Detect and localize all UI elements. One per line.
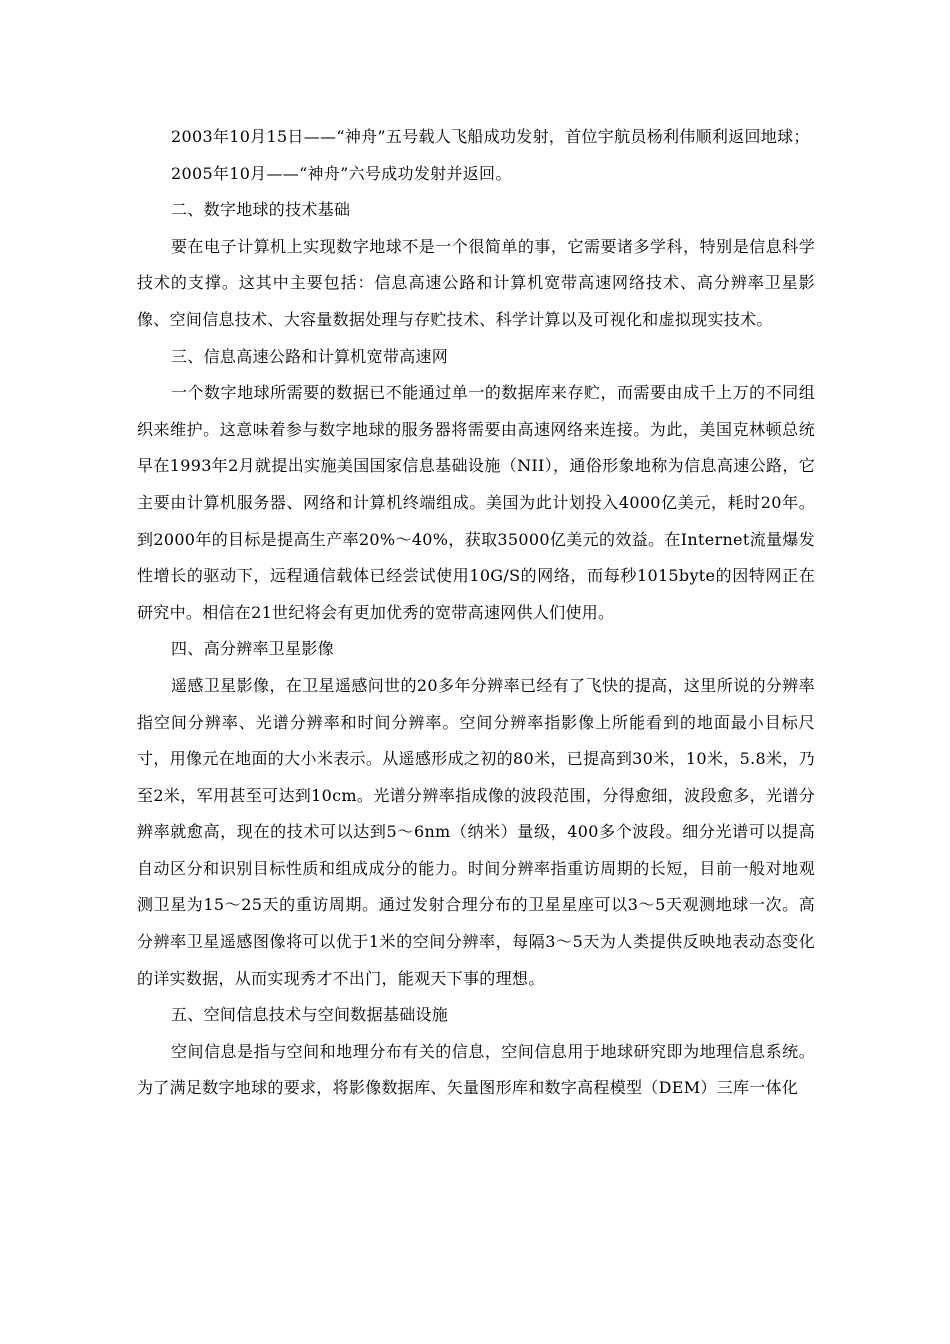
section-heading-tech-foundation: 二、数字地球的技术基础 <box>171 200 351 220</box>
section-heading-info-highway: 三、信息高速公路和计算机宽带高速网 <box>171 346 449 366</box>
paragraph-spatial-info: 空间信息是指与空间和地理分布有关的信息，空间信息用于地球研究即为地理信息系统。为了满足数字地球的要求，将影像数据库、矢量图形库和数字高程模型（DEM）三库一体化 <box>137 1041 815 1098</box>
paragraph-tech-foundation: 要在电子计算机上实现数字地球不是一个很简单的事，它需要诸多学科，特别是信息科学技术的支撑。这其中主要包括：信息高速公路和计算机宽带高速网络技术、高分辨率卫星影像、空间信息技术、大容量数据处理与存贮技术、科学计算以及可视化和虚拟现实技术。 <box>137 236 815 329</box>
paragraph-shenzhou-5: 2003年10月15日——“神舟”五号载人飞船成功发射，首位宇航员杨利伟顺利返回地球； <box>171 127 810 146</box>
section-heading-spatial-info: 五、空间信息技术与空间数据基础设施 <box>171 1005 449 1025</box>
paragraph-satellite-imagery: 遥感卫星影像，在卫星遥感问世的20多年分辨率已经有了飞快的提高，这里所说的分辨率指空间分辨率、光谱分辨率和时间分辨率。空间分辨率指影像上所能看到的地面最小目标尺寸，用像元在地面的大小米表示。从遥感形成之初的80米，已提高到30米，10米，5.8米，乃至2米，军用甚至可达到10cm。光谱分辨率指成像的波段范围，分得愈细，波段愈多，光谱分辨率就愈高，现在的技术可以达到5～6nm（纳米）量级，400多个波段。细分光谱可以提高自动区分和识别目标性质和组成成分的能力。时间分辨率指重访周期的长短，目前一般对地观测卫星为15～25天的重访周期。通过发射合理分布的卫星星座可以3～5天观测地球一次。高分辨率卫星遥感图像将可以优于1米的空间分辨率，每隔3～5天为人类提供反映地表动态变化的详实数据，从而实现秀才不出门，能观天下事的理想。 <box>137 675 815 988</box>
document-page <box>137 119 815 1107</box>
paragraph-shenzhou-6: 2005年10月——“神舟”六号成功发射并返回。 <box>171 163 512 183</box>
section-heading-satellite-imagery: 四、高分辨率卫星影像 <box>171 639 335 659</box>
paragraph-info-highway: 一个数字地球所需要的数据已不能通过单一的数据库来存贮，而需要由成千上万的不同组织来维护。这意味着参与数字地球的服务器将需要由高速网络来连接。为此，美国克林顿总统早在1993年2月就提出实施美国国家信息基础设施（NII），通俗形象地称为信息高速公路，它主要由计算机服务器、网络和计算机终端组成。美国为此计划投入4000亿美元，耗时20年。到2000年的目标是提高生产率20%～40%，获取35000亿美元的效益。在Internet流量爆发性增长的驱动下，远程通信载体已经尝试使用10G/S的网络，而每秒1015byte的因特网正在研究中。相信在21世纪将会有更加优秀的宽带高速网供人们使用。 <box>137 383 815 622</box>
